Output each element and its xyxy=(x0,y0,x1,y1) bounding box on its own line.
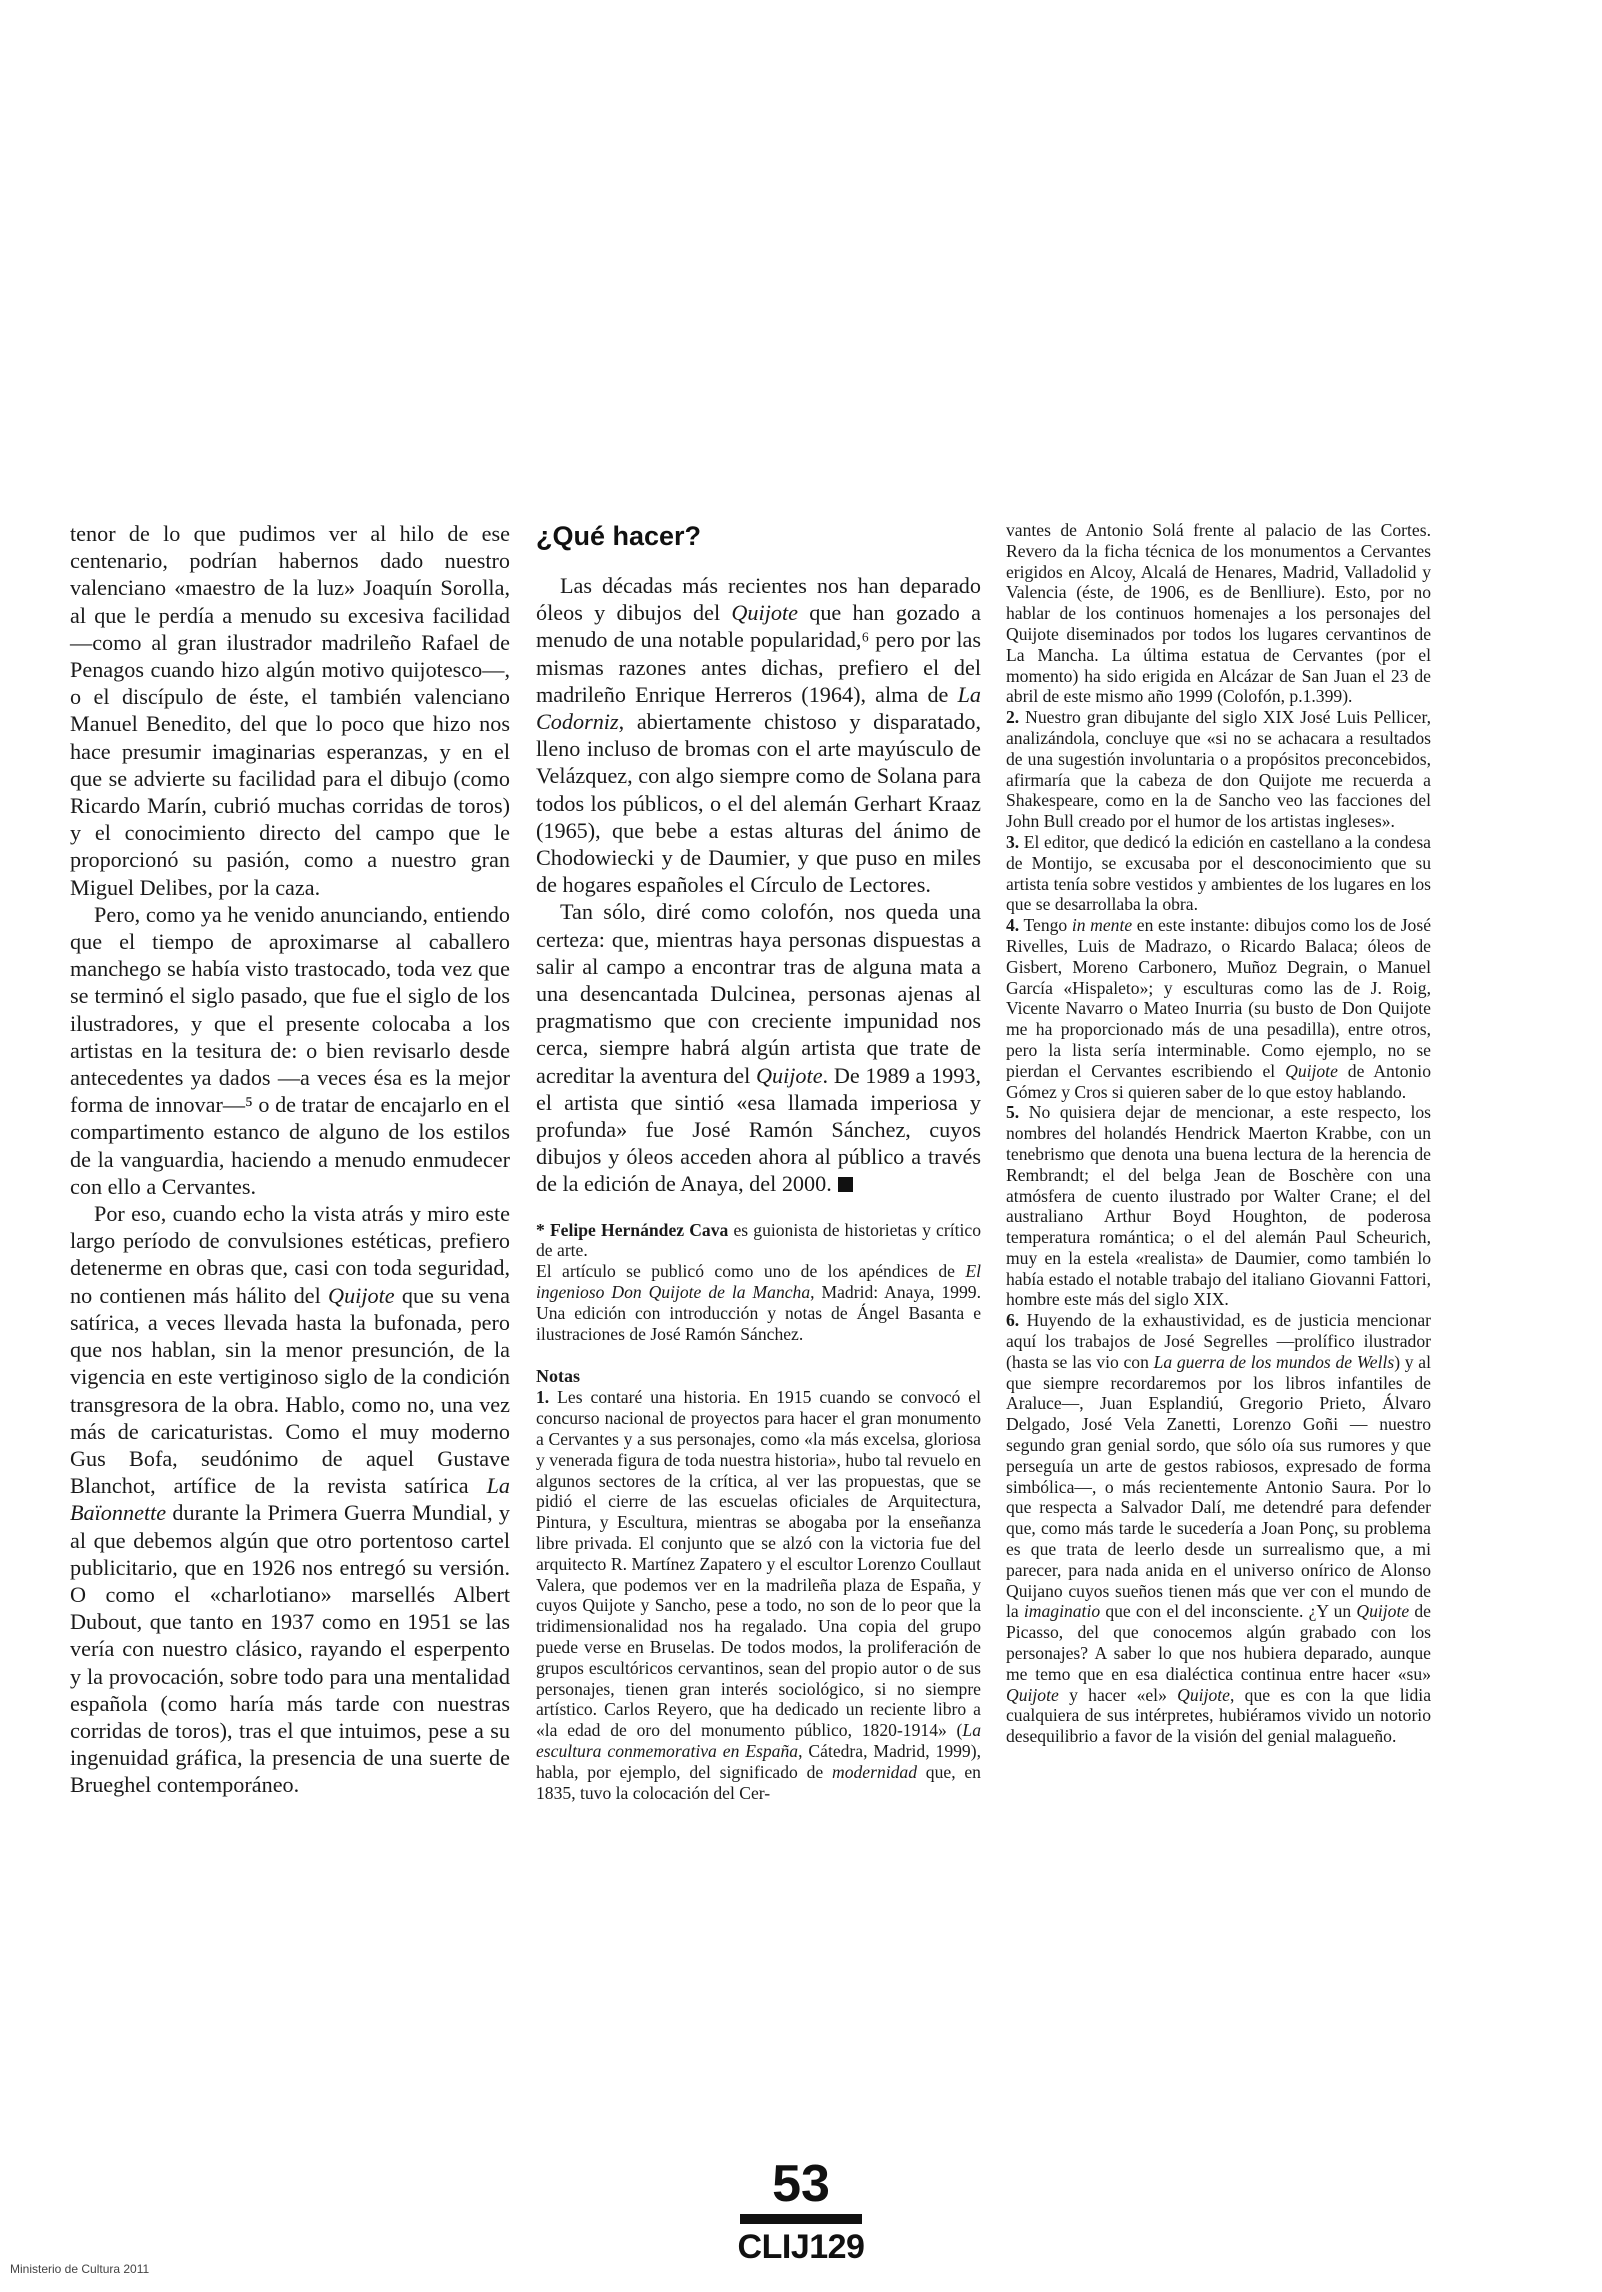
note-4: 4. Tengo in mente en este instante: dibujos como los de José Rivelles, Luis de Madrazo, o Ricardo Balaca; óleos de Gisbert, Moreno Carbonero, Muñoz Degrain, o Manuel García «Hispaleto»; y esculturas como las de J. Roig, Vicente Navarro o Mateo Inurria (su busto de Don Quijote me ha proporcionado más de una pesadilla), entre otros, pero la lista sería interminable. Como ejemplo, no se pierdan el Cervantes escribiendo el Quijote de Antonio Gómez y Cros si quieren saber de lo que estoy hablando. xyxy=(1006,915,1431,1102)
page-footer xyxy=(0,2155,1602,2266)
note-1-continued: vantes de Antonio Solá frente al palacio de las Cortes. Revero da la ficha técnica de los monumentos a Cervantes erigidos en Alcoy, Alcalá de Henares, Madrid, Valladolid y Valencia (éste, de 1906, es de Benlliure). Esto, por no hablar de los continuos homenajes a los personajes del Quijote diseminados por todos los lugares cervantinos de La Mancha. La última estatua de Cervantes (por el momento) ha sido erigida en Alcázar de San Juan el 23 de abril de este mismo año 1999 (Colofón, p.1.399). xyxy=(1006,520,1431,707)
note-6: 6. Huyendo de la exhaustividad, es de justicia mencionar aquí los trabajos de José Segrelles —prolífico ilustrador (hasta se las vio con La guerra de los mundos de Wells) y al que siempre recordaremos por los libros infantiles de Araluce—, Juan Esplandiú, Gregorio Prieto, Álvaro Delgado, José Vela Zanetti, Lorenzo Goñi — nuestro segundo gran genial sordo, que sólo oía sus rumores y que perseguía un arte de gestos rabiosos, expresado de forma simbólica—, o más recientemente Antonio Saura. Por lo que respecta a Salvador Dalí, me detendré para defender que, como más tarde le sucedería a Joan Ponç, su problema es que trata de leerlo desde un surrealismo que, a mi parecer, para nada anida en el universo onírico de Alonso Quijano cuyos sueños tienen más que ver con el mundo de la imaginatio que con el del inconsciente. ¿Y un Quijote de Picasso, del que conocemos algún grabado con los personajes? A saber lo que nos hubiera deparado, aunque me temo que en esa dialéctica continua entre hacer «su» Quijote y hacer «el» Quijote, que es con la que lidia cualquiera de sus intérpretes, hubiéramos vivido un notorio desequilibrio a favor de la visión del genial malagueño. xyxy=(1006,1310,1432,1747)
column-right xyxy=(1006,520,1431,1747)
note-5: 5. No quisiera dejar de mencionar, a este respecto, los nombres del holandés Hendrick Maerton Krabbe, con un tenebrismo que denota una buena lectura de la herencia de Rembrandt; el del belga Jean de Boschère con una atmósfera de cuento ilustrado por Walter Crane; el del australiano Arthur Boyd Houghton, de poderosa temperatura romántica; o el del alemán Paul Scheurich, muy en la estela «realista» de Daumier, como también lo había estado el notable trabajo del italiano Giovanni Fattori, hombre este más del siglo XIX. xyxy=(1006,1102,1431,1310)
magazine-label: CLIJ129 xyxy=(737,2228,865,2266)
footer-rule xyxy=(740,2214,862,2224)
paragraph: Tan sólo, diré como colofón, nos queda una certeza: que, mientras haya personas dispuestas a salir al campo a encontrar tras de alguna mata a una desencantada Dulcinea, personas ajenas al pragmatismo que con creciente impunidad nos cerca, siempre habrá algún artista que trate de acreditar la aventura del Quijote. De 1989 a 1993, el artista que sintió «esa llamada imperiosa y profunda» fue José Ramón Sánchez, cuyos dibujos y óleos acceden ahora al público a través de la edición de Anaya, del 2000. xyxy=(536,899,981,1197)
page-number: 53 xyxy=(772,2155,830,2213)
column-center xyxy=(536,520,981,1803)
author-note: * Felipe Hernández Cava es guionista de historietas y crítico de arte. xyxy=(536,1219,981,1261)
paragraph: Las décadas más recientes nos han deparado óleos y dibujos del Quijote que han gozado a menudo de una notable popularidad,⁶ pero por las mismas razones antes dichas, prefiero el del madrileño Enrique Herreros (1964), alma de La Codorniz, abiertamente chistoso y disparatado, lleno incluso de bromas con el arte mayúsculo de Velázquez, con algo siempre como de Solana para todos los públicos, o el del alemán Gerhart Kraaz (1965), que bebe a estas alturas del ánimo de Chodowiecki y de Daumier, y que puso en miles de hogares españoles el Círculo de Lectores. xyxy=(536,573,981,898)
paragraph: Pero, como ya he venido anunciando, entiendo que el tiempo de aproximarse al caballero manchego se había visto trastocado, toda vez que se terminó el siglo pasado, que fue el siglo de los ilustradores, y que el presente colocaba a los artistas en la tesitura de: o bien revisarlo desde antecedentes ya dados —a veces ésa es la mejor forma de innovar—⁵ o de tratar de encajarlo en el compartimento estanco de alguno de los estilos de la vanguardia, haciendo a menudo enmudecer con ello a Cervantes. xyxy=(70,901,510,1199)
note-2: 2. Nuestro gran dibujante del siglo XIX José Luis Pellicer, analizándola, concluye que «si no se achacara a resultados de una sugestión involuntaria o a propósitos preconcebidos, afirmaría que la cabeza de don Quijote me recuerda a Shakespeare, como en la de Sancho veo las facciones del John Bull creado por el humor de los artistas ingleses». xyxy=(1006,707,1431,832)
book-title: Quijote xyxy=(328,1282,395,1308)
magazine-title: La Baïonnette xyxy=(70,1473,510,1526)
section-heading: ¿Qué hacer? xyxy=(536,521,702,551)
publication-note: El artículo se publicó como uno de los apéndices de El ingenioso Don Quijote de la Mancha, Madrid: Anaya, 1999. Una edición con introducción y notas de Ángel Basanta e ilustraciones de José Ramón Sánchez. xyxy=(536,1261,981,1344)
end-mark-icon xyxy=(838,1177,853,1192)
copyright-note: Ministerio de Cultura 2011 xyxy=(10,2262,150,2276)
paragraph: Por eso, cuando echo la vista atrás y miro este largo período de convulsiones estéticas, prefiero detenerme en obras que, casi con toda seguridad, no contienen más hálito del Quijote que su vena satírica, a veces llevada hasta la bufonada, pero que nos hablan, sin la menor presunción, de la vigencia en este vertiginoso siglo de la condición transgresora de la obra. Hablo, como no, una vez más de caricaturistas. Como el muy moderno Gus Bofa, seudónimo de aquel Gustave Blanchot, artífice de la revista satírica La Baïonnette durante la Primera Guerra Mundial, y al que debemos algún que otro portentoso cartel publicitario, que en 1926 nos entregó su versión. O como el «charlotiano» marsellés Albert Dubout, que tanto en 1937 como en 1951 se las vería con nuestro clásico, rayando el esperpento y la provocación, sobre todo para una mentalidad española (como haría más tarde con nuestras corridas de toros), tras el que intuimos, pese a su ingenuidad gráfica, la presencia de una suerte de Brueghel contemporáneo. xyxy=(70,1201,510,1798)
note-1: 1. Les contaré una historia. En 1915 cuando se convocó el concurso nacional de proyectos para hacer el gran monumento a Cervantes y a sus personajes, como «la más excelsa, gloriosa y venerada figura de toda nuestra historia», hubo tal revuelo en algunos sectores de la crítica, al ver las propuestas, que se pidió el cierre de las escuelas oficiales de Arquitectura, Pintura, y Escultura, mientras se abogaba por la enseñanza libre privada. El conjunto que se alzó con la victoria fue del arquitecto R. Martínez Zapatero y el escultor Lorenzo Coullaut Valera, que podemos ver en la madrileña plaza de España, y cuyos Quijote y Sancho, pese a todo, no son de lo peor que la tridimensionalidad nos ha regalado. Una copia del grupo puede verse en Bruselas. De todos modos, la proliferación de grupos escultóricos cervantinos, sean del propio autor o de sus personajes, tienen gran interés sociológico, si no siempre artístico. Carlos Reyero, que ha dedicado un reciente libro a «la edad de oro del monumento público, 1820-1914» (La escultura conmemorativa en España, Cátedra, Madrid, 1999), habla, por ejemplo, del significado de modernidad que, en 1835, tuvo la colocación del Cer- xyxy=(536,1387,981,1803)
paragraph: tenor de lo que pudimos ver al hilo de ese centenario, podrían habernos dado nuestro valenciano «maestro de la luz» Joaquín Sorolla, al que le perdía a menudo su excesiva facilidad —como al gran ilustrador madrileño Rafael de Penagos cuando hizo algún motivo quijotesco—, o el discípulo de éste, el también valenciano Manuel Benedito, del que lo poco que hizo nos hace presumir imaginarias esperanzas, y en el que se advierte su facilidad para el dibujo (como Ricardo Marín, cubrió muchas corridas de toros) y el conocimiento directo del campo que le proporcionó su pasión, como a nuestro gran Miguel Delibes, por la caza. xyxy=(70,521,510,900)
notes-heading: Notas xyxy=(536,1366,580,1387)
column-left xyxy=(70,520,510,1799)
note-3: 3. El editor, que dedicó la edición en castellano a la condesa de Montijo, se excusaba por el desconocimiento que su artista tenía sobre vestidos y ambientes de los lugares en los que se desarrollaba la obra. xyxy=(1006,831,1431,915)
